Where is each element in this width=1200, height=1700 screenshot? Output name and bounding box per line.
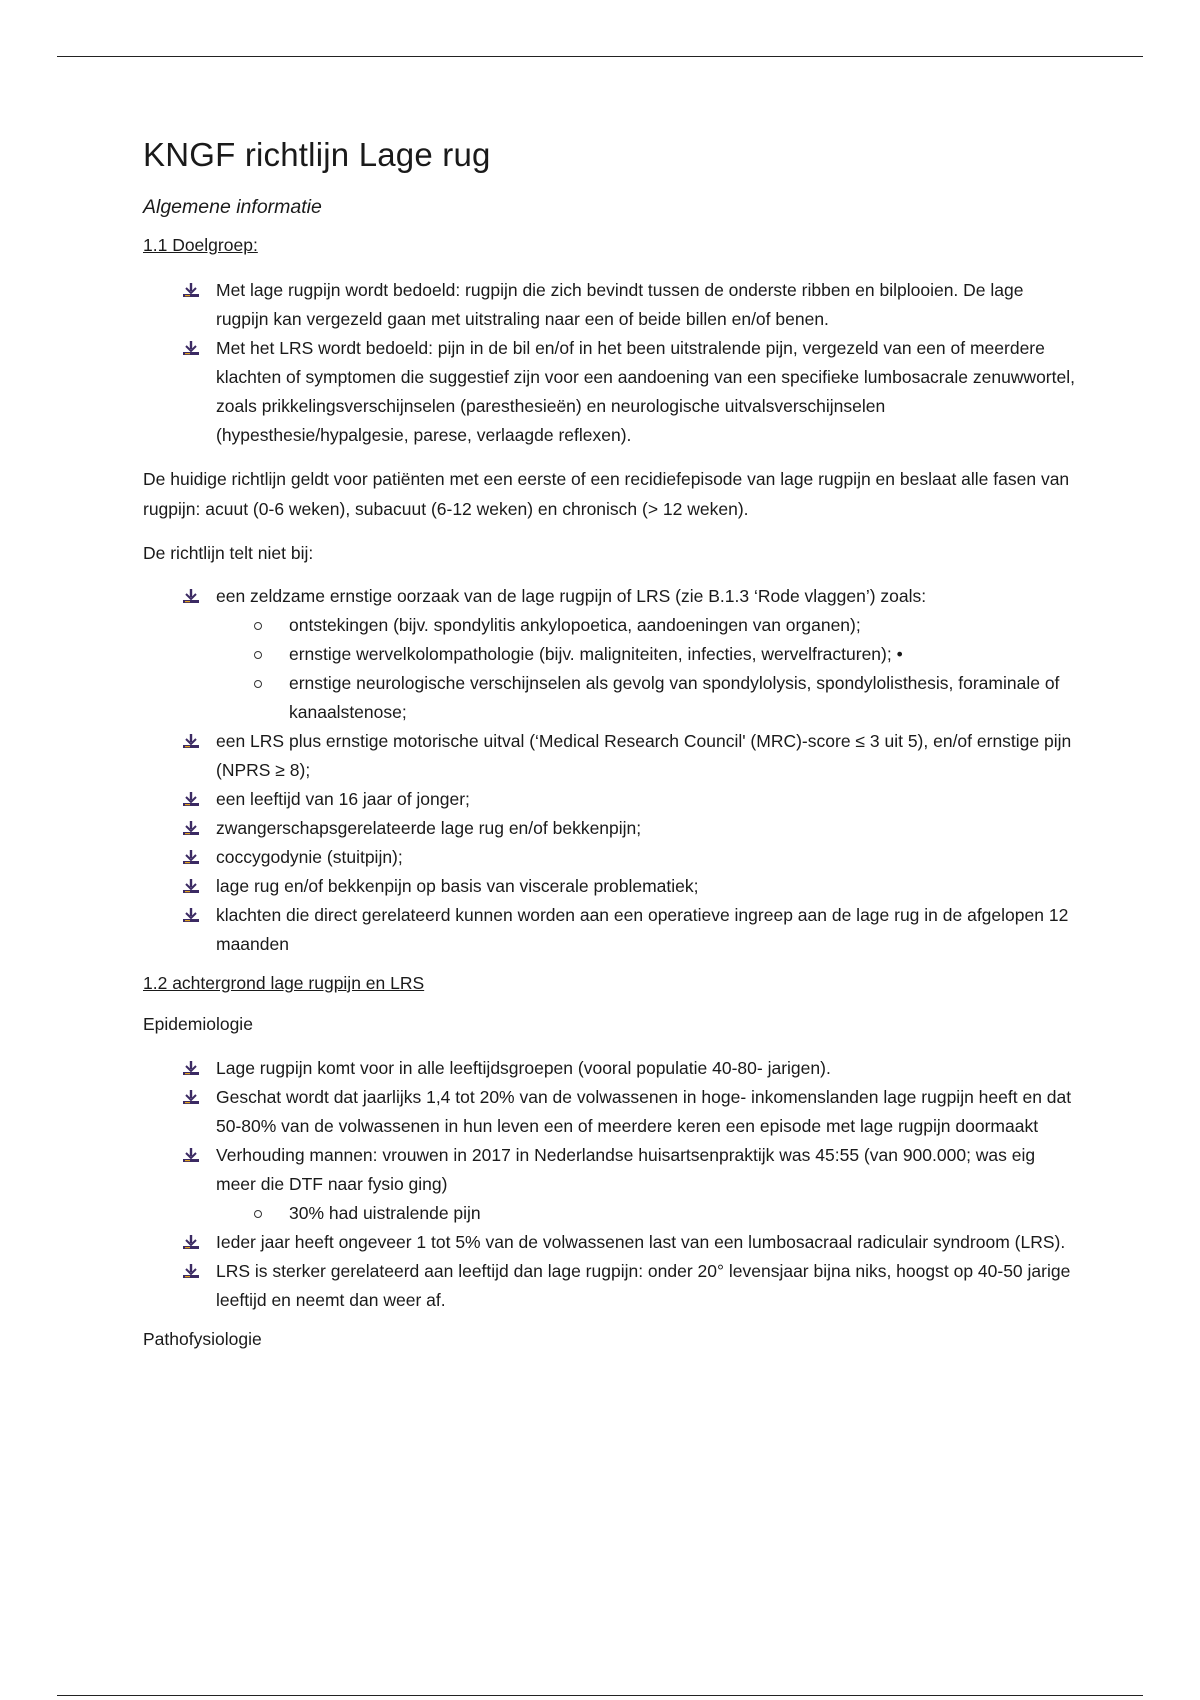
document-page xyxy=(143,136,1078,1369)
epidemiologie-sublist xyxy=(216,1199,1078,1228)
arrow-bullet-icon xyxy=(183,821,199,835)
arrow-bullet-icon xyxy=(183,879,199,893)
document-subtitle: Algemene informatie xyxy=(143,196,322,218)
list-item-text: lage rug en/of bekkenpijn op basis van viscerale problematiek; xyxy=(216,876,699,896)
arrow-bullet-icon xyxy=(183,1235,199,1249)
list-item xyxy=(143,843,1078,872)
exclusion-list xyxy=(143,582,1078,959)
section-heading-doelgroep: 1.1 Doelgroep: xyxy=(143,235,258,255)
sub-list-item xyxy=(216,640,1078,669)
sub-list-item-text: 30% had uistralende pijn xyxy=(289,1203,481,1223)
scope-paragraph: De huidige richtlijn geldt voor patiënten met een eerste of een recidiefepisode van lage rugpijn en beslaat alle fasen van rugpijn: acuut (0-6 weken), subacuut (6-12 weken) en chronisch (> 12 weken). xyxy=(143,469,1070,519)
list-item-text: Met het LRS wordt bedoeld: pijn in de bil en/of in het been uitstralende pijn, vergezeld van een of meerdere klachten of symptomen die suggestief zijn voor een aandoening van een specifieke lumbosacrale zenuwwortel, zoals prikkelingsverschijnselen (paresthesieën) en neurologische uitvalsverschijnselen (hypesthesie/hypalgesie, parese, verlaagde reflexen). xyxy=(216,338,1075,445)
list-item-text: een LRS plus ernstige motorische uitval (‘Medical Research Council' (MRC)-score ≤ 3 uit 5), en/of ernstige pijn (NPRS ≥ 8); xyxy=(216,731,1072,780)
sub-list-item-text: ernstige wervelkolompathologie (bijv. maligniteiten, infecties, wervelfracturen); • xyxy=(289,644,903,664)
list-item xyxy=(143,1257,1078,1315)
list-item-text: coccygodynie (stuitpijn); xyxy=(216,847,403,867)
sub-list-item-text: ernstige neurologische verschijnselen als gevolg van spondylolysis, spondylolisthesis, foraminale of kanaalstenose; xyxy=(289,673,1060,722)
section-heading-achtergrond: 1.2 achtergrond lage rugpijn en LRS xyxy=(143,973,425,993)
list-item xyxy=(143,901,1078,959)
arrow-bullet-icon xyxy=(183,1090,199,1104)
list-item xyxy=(143,1054,1078,1083)
exclusion-sublist xyxy=(216,611,1078,727)
list-item xyxy=(143,1141,1078,1228)
list-item-text: een zeldzame ernstige oorzaak van de lage rugpijn of LRS (zie B.1.3 ‘Rode vlaggen’) zoals: xyxy=(216,586,927,606)
arrow-bullet-icon xyxy=(183,908,199,922)
arrow-bullet-icon xyxy=(183,589,199,603)
sub-list-item xyxy=(216,1199,1078,1228)
arrow-bullet-icon xyxy=(183,283,199,297)
list-item xyxy=(143,334,1078,450)
list-item-text: Verhouding mannen: vrouwen in 2017 in Nederlandse huisartsenpraktijk was 45:55 (van 900.000; was eig meer die DTF naar fysio ging) xyxy=(216,1145,1036,1194)
sub-list-item xyxy=(216,611,1078,640)
arrow-bullet-icon xyxy=(183,1061,199,1075)
arrow-bullet-icon xyxy=(183,1148,199,1162)
document-title: KNGF richtlijn Lage rug xyxy=(143,136,491,173)
list-item xyxy=(143,814,1078,843)
exclusion-intro: De richtlijn telt niet bij: xyxy=(143,543,314,563)
footer-rule xyxy=(57,1695,1143,1696)
list-item xyxy=(143,582,1078,727)
list-item xyxy=(143,785,1078,814)
sub-list-item-text: ontstekingen (bijv. spondylitis ankylopoetica, aandoeningen van organen); xyxy=(289,615,861,635)
subheading-epidemiologie: Epidemiologie xyxy=(143,1014,253,1034)
doelgroep-list xyxy=(143,276,1078,450)
list-item-text: Lage rugpijn komt voor in alle leeftijdsgroepen (vooral populatie 40-80- jarigen). xyxy=(216,1058,831,1078)
arrow-bullet-icon xyxy=(183,850,199,864)
list-item xyxy=(143,727,1078,785)
list-item-text: Ieder jaar heeft ongeveer 1 tot 5% van de volwassenen last van een lumbosacraal radiculair syndroom (LRS). xyxy=(216,1232,1066,1252)
list-item-text: een leeftijd van 16 jaar of jonger; xyxy=(216,789,470,809)
circle-bullet-icon xyxy=(254,622,262,630)
circle-bullet-icon xyxy=(254,680,262,688)
list-item-text: zwangerschapsgerelateerde lage rug en/of bekkenpijn; xyxy=(216,818,642,838)
header-rule xyxy=(57,56,1143,57)
list-item xyxy=(143,872,1078,901)
circle-bullet-icon xyxy=(254,651,262,659)
list-item-text: Geschat wordt dat jaarlijks 1,4 tot 20% van de volwassenen in hoge- inkomenslanden lage rugpijn heeft en dat 50-80% van de volwassenen in hun leven een of meerdere keren een episode met lage rugpijn doormaakt xyxy=(216,1087,1072,1136)
list-item xyxy=(143,1083,1078,1141)
list-item-text: Met lage rugpijn wordt bedoeld: rugpijn die zich bevindt tussen de onderste ribben en bilplooien. De lage rugpijn kan vergezeld gaan met uitstraling naar een of beide billen en/of benen. xyxy=(216,280,1024,329)
sub-list-item xyxy=(216,669,1078,727)
arrow-bullet-icon xyxy=(183,734,199,748)
list-item xyxy=(143,276,1078,334)
list-item-text: klachten die direct gerelateerd kunnen worden aan een operatieve ingreep aan de lage rug in de afgelopen 12 maanden xyxy=(216,905,1069,954)
arrow-bullet-icon xyxy=(183,1264,199,1278)
circle-bullet-icon xyxy=(254,1210,262,1218)
epidemiologie-list xyxy=(143,1054,1078,1315)
list-item-text: LRS is sterker gerelateerd aan leeftijd dan lage rugpijn: onder 20° levensjaar bijna niks, hoogst op 40-50 jarige leeftijd en neemt dan weer af. xyxy=(216,1261,1071,1310)
arrow-bullet-icon xyxy=(183,792,199,806)
arrow-bullet-icon xyxy=(183,341,199,355)
subheading-pathofysiologie: Pathofysiologie xyxy=(143,1329,262,1349)
list-item xyxy=(143,1228,1078,1257)
